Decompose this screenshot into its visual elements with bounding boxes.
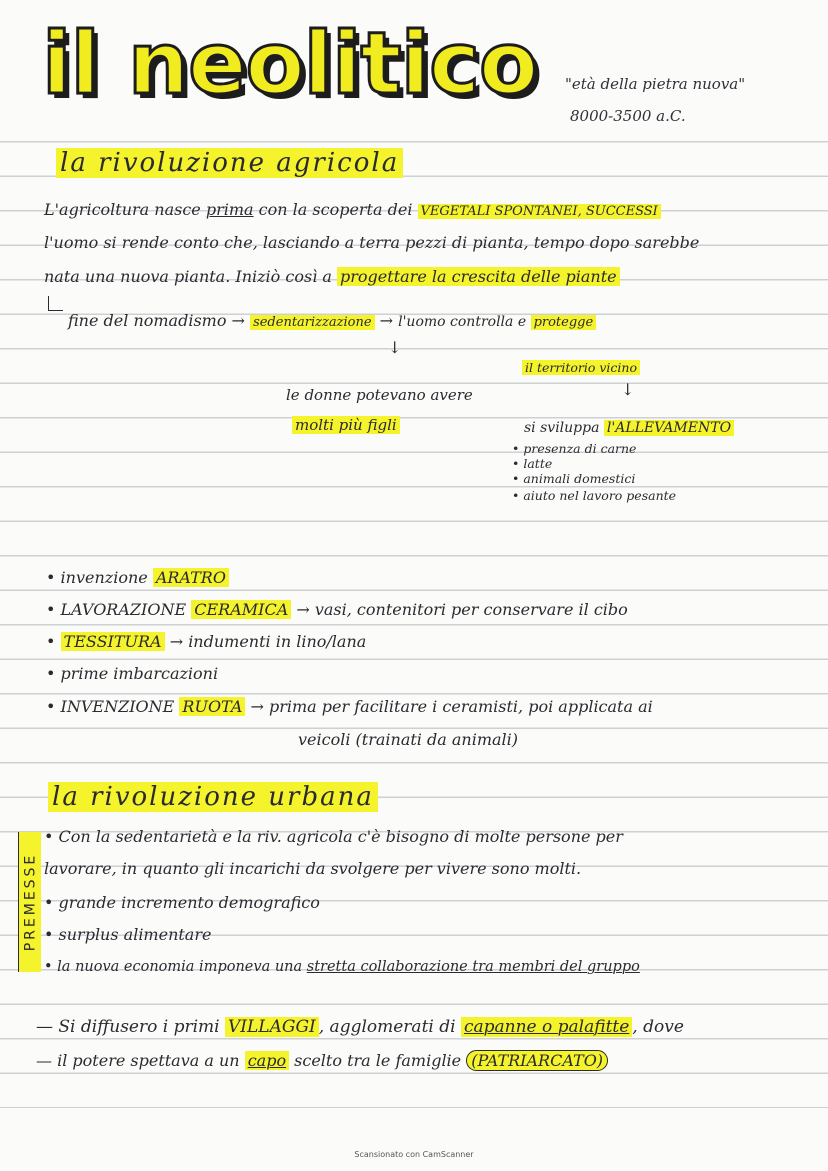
premessa-line-1b: lavorare, in quanto gli incarichi da svolgere per vivere sono molti. (44, 859, 582, 878)
text-span: l'uomo controlla e (398, 314, 531, 330)
women-highlight (292, 414, 400, 436)
develop-item: • aiuto nel lavoro pesante (512, 488, 677, 503)
list-item: • TESSITURA → indumenti in lino/lana (46, 632, 367, 651)
text-span: stretta collaborazione tra membri del gruppo (306, 959, 640, 975)
text-span: Si diffusero i primi (58, 1017, 226, 1037)
villaggi-line-2: — il potere spettava a un capo scelto tra le famiglie (PATRIARCATO) (36, 1050, 608, 1072)
list-item: • LAVORAZIONE CERAMICA → vasi, contenitori per conservare il cibo (46, 600, 628, 619)
section-heading-text: la rivoluzione urbana (48, 782, 378, 812)
develop-item: • latte (512, 456, 553, 471)
text-span: scelto tra le famiglie (289, 1051, 467, 1070)
down-arrow-icon: ↓ (621, 380, 635, 399)
highlight-span: molti più figli (292, 416, 400, 434)
highlight-span: capo (245, 1051, 289, 1070)
section-heading-urbana (48, 782, 378, 812)
page-title: il neolitico (42, 14, 538, 114)
text-span: con la scoperta dei (253, 200, 418, 219)
premessa-line-3: • surplus alimentare (44, 925, 212, 944)
premessa-line-4: • la nuova economia imponeva una stretta collaborazione tra membri del gruppo (44, 959, 640, 975)
branch-arrow-icon (48, 296, 63, 311)
highlight-span: VILLAGGI (225, 1017, 319, 1037)
premessa-line-2: • grande incremento demografico (44, 893, 320, 912)
down-arrow-icon: ↓ (388, 338, 402, 357)
text-span: → vasi, contenitori per conservare il cibo (291, 600, 628, 619)
side-label-text: PREMESSE (22, 852, 38, 952)
text-span: surplus alimentare (58, 925, 212, 944)
highlight-span: RUOTA (179, 697, 245, 716)
text-span: LAVORAZIONE (60, 600, 192, 619)
arrow-icon: → (379, 311, 394, 330)
highlight-span: progettare la crescita delle piante (337, 267, 620, 286)
premessa-line-1: • Con la sedentarietà e la riv. agricola c'è bisogno di molte persone per (44, 827, 623, 846)
highlight-span: l'ALLEVAMENTO (604, 420, 734, 436)
list-item: • prime imbarcazioni (46, 664, 219, 683)
subtitle-quote: "età della pietra nuova" (565, 75, 746, 93)
text-span: la nuova economia imponeva una (57, 959, 307, 975)
highlight-span: (PATRIARCATO) (466, 1050, 608, 1071)
text-span: INVENZIONE (60, 697, 180, 716)
develop-item: • animali domestici (512, 471, 636, 486)
section-heading-text: la rivoluzione agricola (56, 148, 403, 178)
develop-line (524, 421, 734, 436)
list-item-continuation: veicoli (trainati da animali) (298, 730, 519, 749)
text-span: → indumenti in lino/lana (164, 632, 367, 651)
para-line-3 (44, 266, 620, 288)
highlight-span: capanne o palafitte (461, 1017, 632, 1037)
villaggi-line-1: — Si diffusero i primi VILLAGGI , agglomerati di capanne o palafitte , dove (36, 1017, 684, 1037)
women-text: le donne potevano avere (286, 386, 473, 404)
scanner-footer: Scansionato con CamScanner (354, 1150, 474, 1159)
para-line-2: l'uomo si rende conto che, lasciando a terra pezzi di pianta, tempo dopo sarebbe (44, 233, 700, 252)
highlight-span: sedentarizzazione (250, 315, 374, 330)
list-item: • INVENZIONE RUOTA → prima per facilitare i ceramisti, poi applicata ai (46, 697, 653, 716)
text-span: , dove (632, 1017, 684, 1037)
subtitle-dates: 8000-3500 a.C. (570, 107, 686, 125)
highlight-span: VEGETALI SPONTANEI, SUCCESSI (418, 204, 661, 219)
text-span: , agglomerati di (318, 1017, 461, 1037)
text-span: il potere spettava a un (57, 1051, 245, 1070)
text-span: si sviluppa (524, 420, 604, 436)
text-span: nata una nuova pianta. Iniziò così a (44, 267, 338, 286)
chain-line (68, 310, 596, 334)
text-span: Con la sedentarietà e la riv. agricola c'è bisogno di molte persone per (58, 827, 623, 846)
text-span: prima (205, 200, 254, 219)
list-item: • invenzione ARATRO (46, 568, 229, 587)
text-span: → prima per facilitare i ceramisti, poi applicata ai (245, 697, 653, 716)
text-span: prime imbarcazioni (60, 664, 219, 683)
section-heading-agricola (56, 148, 403, 178)
para-line-1 (44, 199, 661, 223)
highlight-span: CERAMICA (191, 600, 291, 619)
text-span: grande incremento demografico (58, 893, 320, 912)
highlight-span: protegge (531, 315, 597, 330)
text-span: fine del nomadismo → (68, 311, 245, 330)
chain-right-2 (522, 360, 640, 375)
text-span: L'agricoltura nasce (44, 200, 206, 219)
highlight-span: TESSITURA (61, 632, 165, 651)
develop-item: • presenza di carne (512, 441, 637, 456)
text-span: invenzione (60, 568, 153, 587)
highlight-span: il territorio vicino (522, 360, 640, 375)
highlight-span: ARATRO (153, 568, 229, 587)
side-label-premesse (18, 832, 41, 972)
